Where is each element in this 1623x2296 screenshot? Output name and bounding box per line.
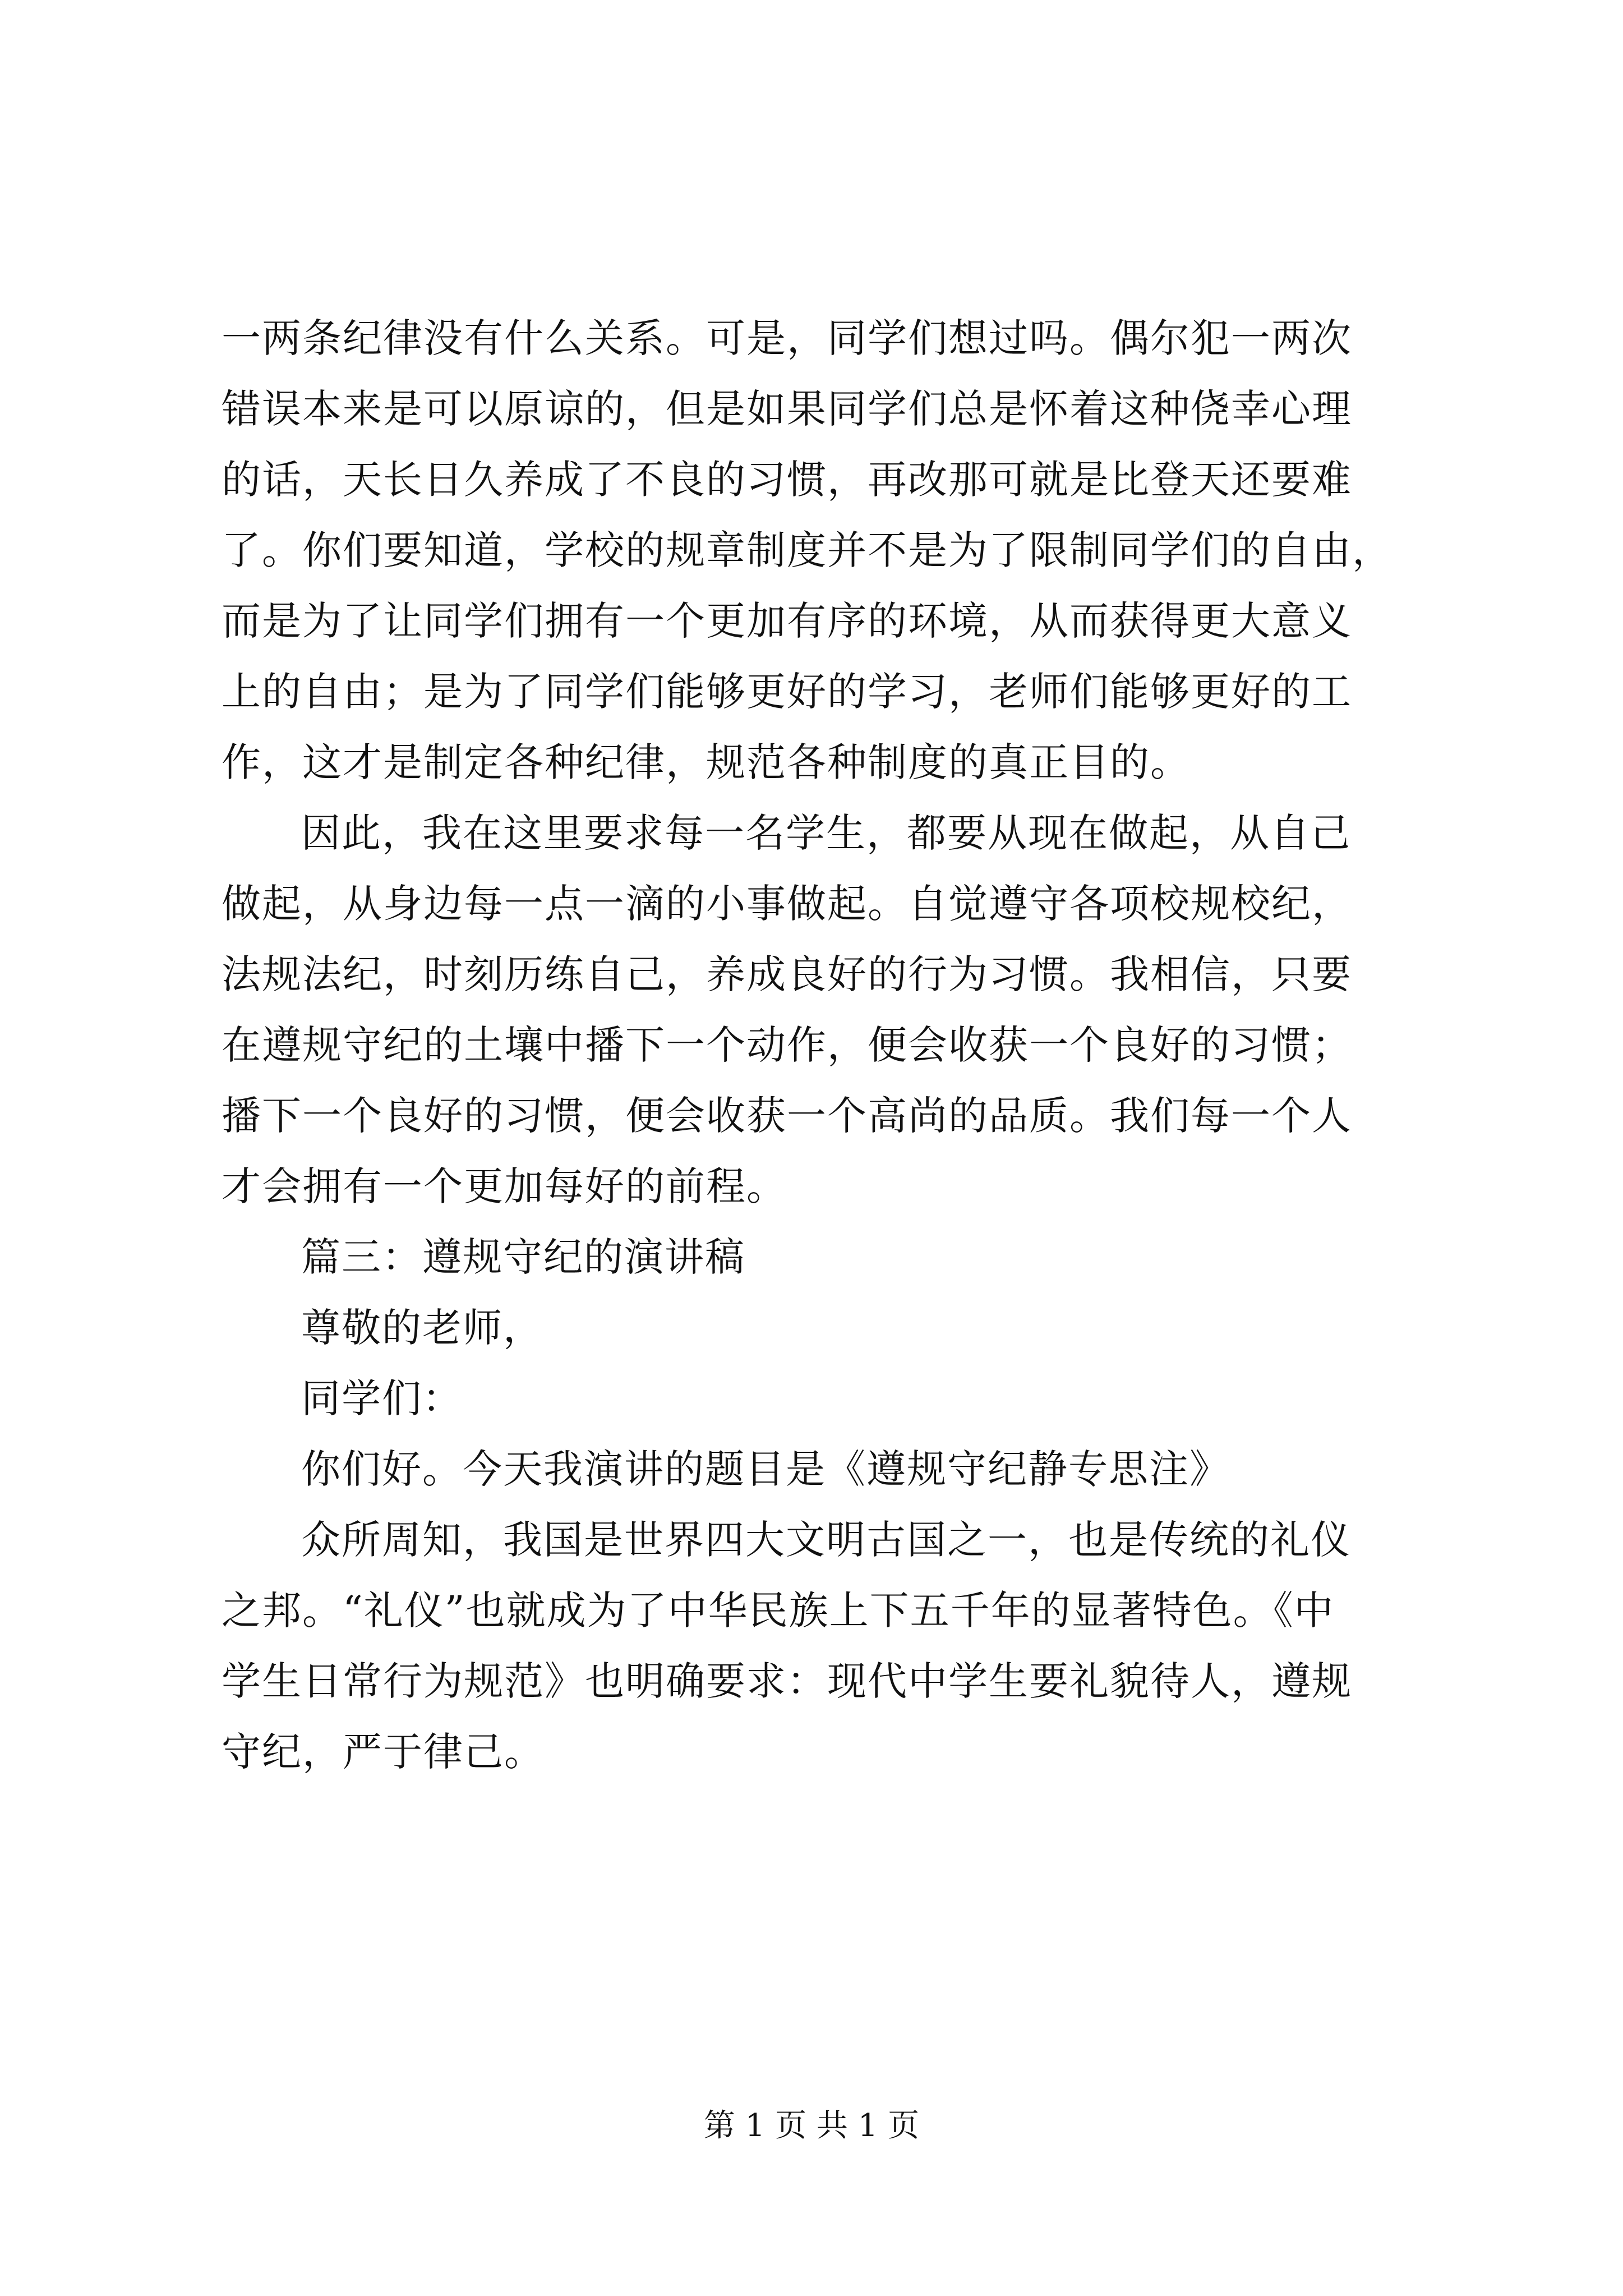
text-line: 众所周知，我国是世界四大文明古国之一，也是传统的礼仪 (301, 1517, 1351, 1563)
paragraph (222, 1363, 1422, 1434)
text-line: 在遵规守纪的土壤中播下一个动作，便会收获一个良好的习惯； (222, 1022, 1352, 1068)
text-line: 错误本来是可以原谅的，但是如果同学们总是怀着这种侥幸心理 (222, 386, 1352, 432)
text-line: 篇三：遵规守纪的演讲稿 (301, 1234, 745, 1280)
text-line: 之邦。“礼仪”也就成为了中华民族上下五千年的显著特色。《中 (222, 1588, 1335, 1634)
text-line: 播下一个良好的习惯，便会收获一个高尚的品质。我们每一个人 (222, 1093, 1352, 1139)
text-line: 因此，我在这里要求每一名学生，都要从现在做起，从自己 (301, 810, 1351, 856)
paragraph (222, 303, 1422, 798)
text-line: 做起，从身边每一点一滴的小事做起。自觉遵守各项校规校纪， (222, 881, 1352, 927)
paragraph (222, 1434, 1422, 1504)
paragraph (222, 1504, 1422, 1787)
text-line: 学生日常行为规范》也明确要求：现代中学生要礼貌待人，遵规 (222, 1658, 1352, 1704)
text-line: 上的自由；是为了同学们能够更好的学习，老师们能够更好的工 (222, 669, 1352, 715)
text-line: 一两条纪律没有什么关系。可是，同学们想过吗。偶尔犯一两次 (222, 315, 1352, 361)
text-line: 你们好。今天我演讲的题目是《遵规守纪静专思注》 (301, 1446, 1230, 1492)
text-line: 作，这才是制定各种纪律，规范各种制度的真正目的。 (222, 739, 1191, 785)
text-line: 同学们： (301, 1375, 463, 1421)
paragraph (222, 798, 1422, 1222)
text-line: 才会拥有一个更加每好的前程。 (222, 1163, 787, 1209)
paragraph (222, 1292, 1422, 1363)
document-body (222, 303, 1422, 1787)
text-line: 守纪，严于律己。 (222, 1729, 545, 1775)
paragraph (222, 1222, 1422, 1292)
text-line: 了。你们要知道，学校的规章制度并不是为了限制同学们的自由， (222, 527, 1393, 573)
text-line: 法规法纪，时刻历练自己，养成良好的行为习惯。我相信，只要 (222, 951, 1352, 997)
text-line: 尊敬的老师， (301, 1305, 543, 1351)
text-line: 的话，天长日久养成了不良的习惯，再改那可就是比登天还要难 (222, 457, 1352, 503)
text-line: 而是为了让同学们拥有一个更加有序的环境，从而获得更大意义 (222, 598, 1352, 644)
page-footer: 第 1 页 共 1 页 (703, 2108, 920, 2144)
